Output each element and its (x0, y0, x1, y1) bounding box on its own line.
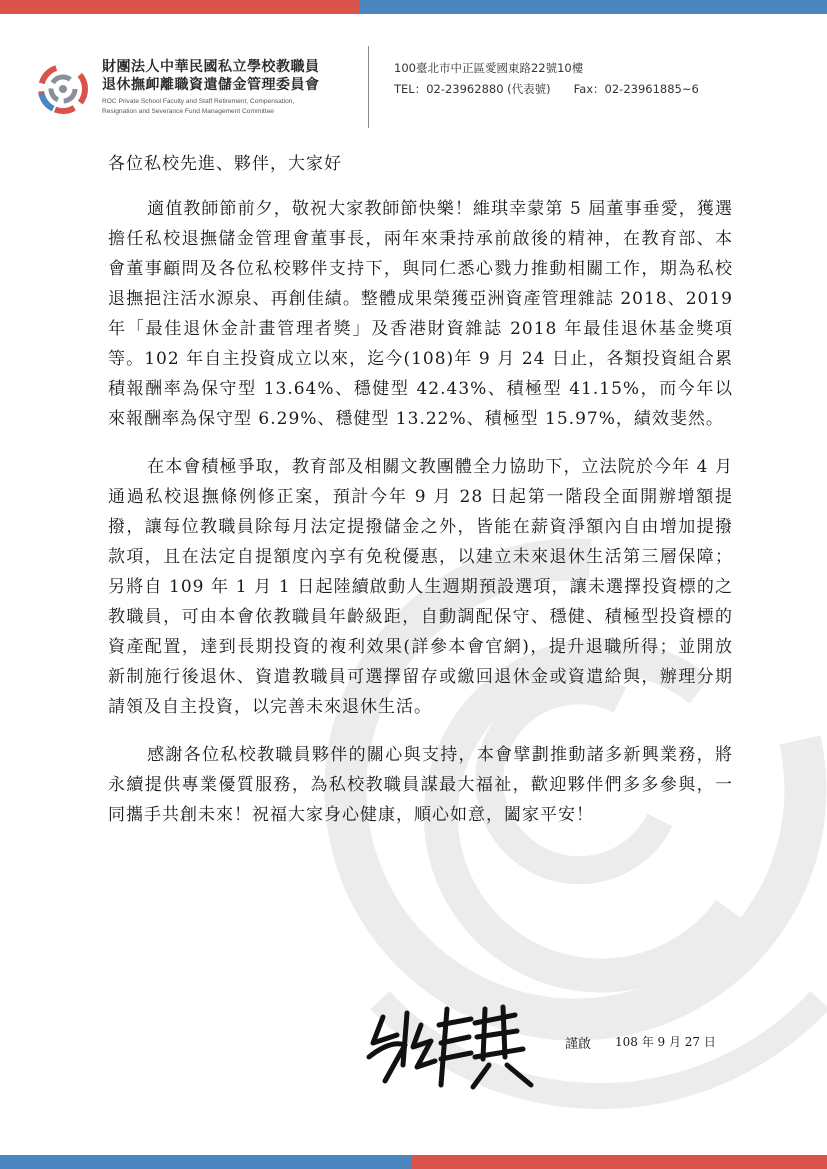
letter-paragraph: 感謝各位私校教職員夥伴的關心與支持，本會擘劃推動諸多新興業務，將永續提供專業優質服務，為私校教職員謀最大福祉，歡迎夥伴們多多參與，一同攜手共創未來！祝福大家身心健康，順心如意，闔家平安！ (108, 745, 733, 825)
signature-area (355, 995, 735, 1105)
closing-salutation: 謹啟 (565, 1037, 592, 1052)
letter-paragraph: 在本會積極爭取，教育部及相關文教團體全力協助下，立法院於今年 4 月通過私校退撫條例修正案，預計今年 9 月 28 日起第一階段全面開辦增額提撥，讓每位教職員除每月法定提撥儲金之外，皆能在薪資淨額內自由增加提撥款項，且在法定自提額度內享有免稅優惠，以建立未來退休生活第三層保障；另將自 109 年 1 月 1 日起陸續啟動人生週期預設選項，讓未選擇投資標的之教職員，可由本會依教職員年齡級距，自動調配保守、穩健、積極型投資標的資產配置，達到長期投資的複利效果(詳參本會官網)，提升退職所得；並開放新制施行後退休、資遣教職員可選擇留存或繳回退休金或資遣給與，辦理分期請領及自主投資，以完善未來退休生活。 (108, 457, 733, 717)
org-name-zh-line2: 退休撫卹離職資遣儲金管理委員會 (102, 77, 320, 93)
bottom-band-red-segment (412, 1155, 827, 1169)
letter-date: 108 年 9 月 27 日 (615, 1035, 716, 1049)
org-name-zh-line1: 財團法人中華民國私立學校教職員 (102, 59, 320, 75)
top-band-red-segment (0, 0, 360, 14)
contact-block (394, 58, 699, 100)
letter-greeting: 各位私校先進、夥伴，大家好 (108, 154, 342, 174)
organization-logo-icon (36, 62, 90, 116)
org-name-en-line1: ROC Private School Faculty and Staff Retirement, Compensation, (102, 98, 295, 105)
letter-paragraph: 適值教師節前夕，敬祝大家教師節快樂！維琪幸蒙第 5 屆董事垂愛，獲選擔任私校退撫儲金管理會董事長，兩年來秉持承前啟後的精神，在教育部、本會董事顧問及各位私校夥伴支持下，與同仁悉心戮力推動相關工作，期為私校退撫挹注活水源泉、再創佳績。整體成果榮獲亞洲資產管理雜誌 2018、2019 年「最佳退休金計畫管理者獎」及香港財資雜誌 2018 年最佳退休基金獎項等。102 年自主投資成立以來，迄今(108)年 9 月 24 日止，各類投資組合累積報酬率為保守型 13.64%、穩健型 42.43%、積極型 41.15%，而今年以來報酬率為保守型 6.29%、穩健型 13.22%、積極型 15.97%，績效斐然。 (108, 199, 733, 429)
header-divider (368, 46, 369, 128)
address: 100臺北市中正區愛國東路22號10樓 (394, 61, 584, 75)
tel-fax: TEL：02-23962880 (代表號) Fax：02-23961885~6 (394, 82, 699, 96)
bottom-band-blue-segment (0, 1155, 412, 1169)
top-color-band (0, 0, 827, 14)
bottom-color-band (0, 1155, 827, 1169)
top-band-blue-segment (360, 0, 827, 14)
org-name-en-line2: Resignation and Severance Fund Management Committee (102, 108, 274, 115)
letter-body (108, 150, 733, 848)
handwritten-signature (355, 995, 555, 1095)
organization-name-block (102, 58, 362, 116)
